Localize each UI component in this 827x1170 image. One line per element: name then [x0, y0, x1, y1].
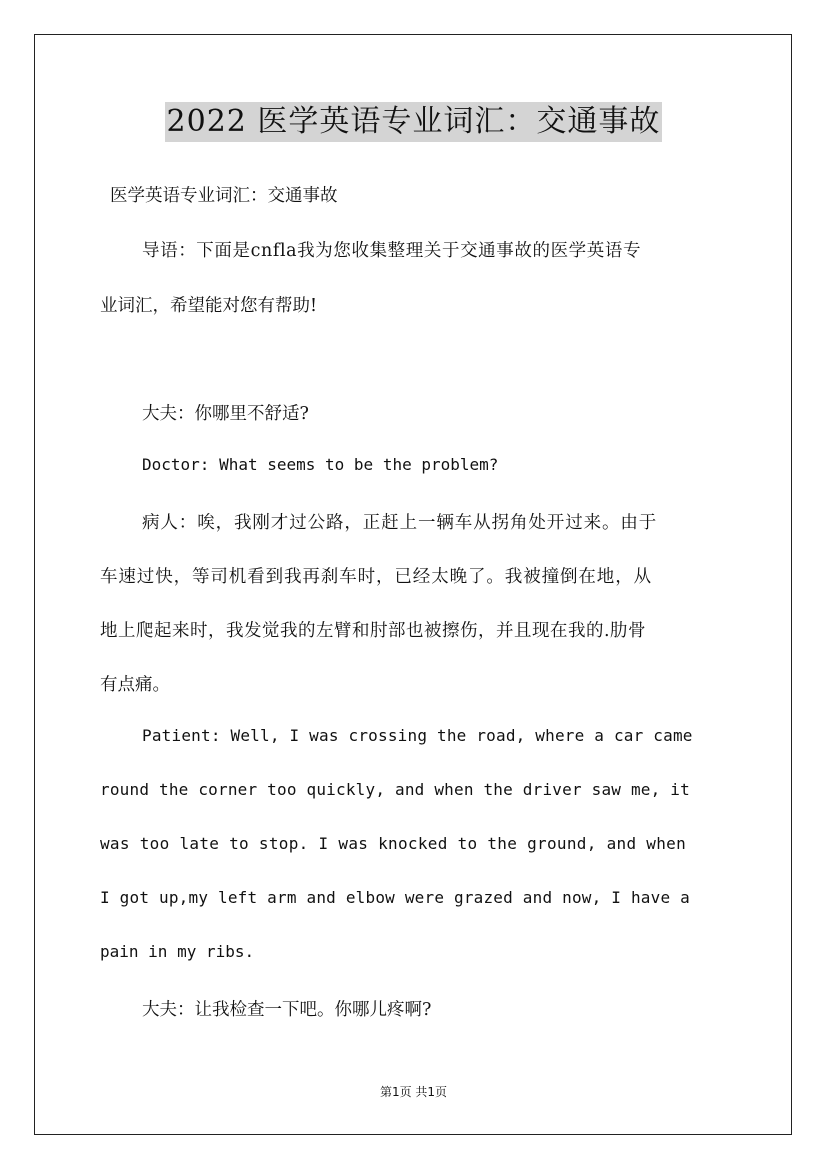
patient-en-line-2: round the corner too quickly, and when the driver saw me, it [100, 780, 690, 799]
patient-cn-line-3: 地上爬起来时，我发觉我的左臂和肘部也被擦伤，并且现在我的.肋骨 [100, 621, 647, 641]
title-text: 2022 医学英语专业词汇：交通事故 [165, 102, 663, 142]
patient-cn-line-4: 有点痛。 [100, 675, 170, 695]
patient-en-line-1: Patient: Well, I was crossing the road, where a car came [142, 726, 693, 745]
document-title [0, 102, 827, 142]
patient-en-line-4: I got up,my left arm and elbow were grazed and now, I have a [100, 888, 690, 907]
patient-en-line-5: pain in my ribs. [100, 942, 255, 961]
patient-cn-line-2: 车速过快，等司机看到我再刹车时，已经太晚了。我被撞倒在地，从 [100, 567, 652, 587]
subtitle: 医学英语专业词汇：交通事故 [110, 186, 338, 206]
patient-cn-line-1: 病人：唉，我刚才过公路，正赶上一辆车从拐角处开过来。由于 [142, 513, 658, 533]
doctor-question-cn: 大夫：你哪里不舒适? [142, 404, 309, 424]
intro-line-1: 导语：下面是cnfla我为您收集整理关于交通事故的医学英语专 [142, 241, 642, 261]
page-footer: 第1页 共1页 [379, 1085, 448, 1099]
patient-en-line-3: was too late to stop. I was knocked to the ground, and when [100, 834, 687, 853]
doctor-question-2-cn: 大夫：让我检查一下吧。你哪儿疼啊? [142, 1000, 432, 1020]
doctor-question-en: Doctor: What seems to be the problem? [142, 455, 499, 474]
intro-line-2: 业词汇，希望能对您有帮助! [100, 296, 318, 316]
